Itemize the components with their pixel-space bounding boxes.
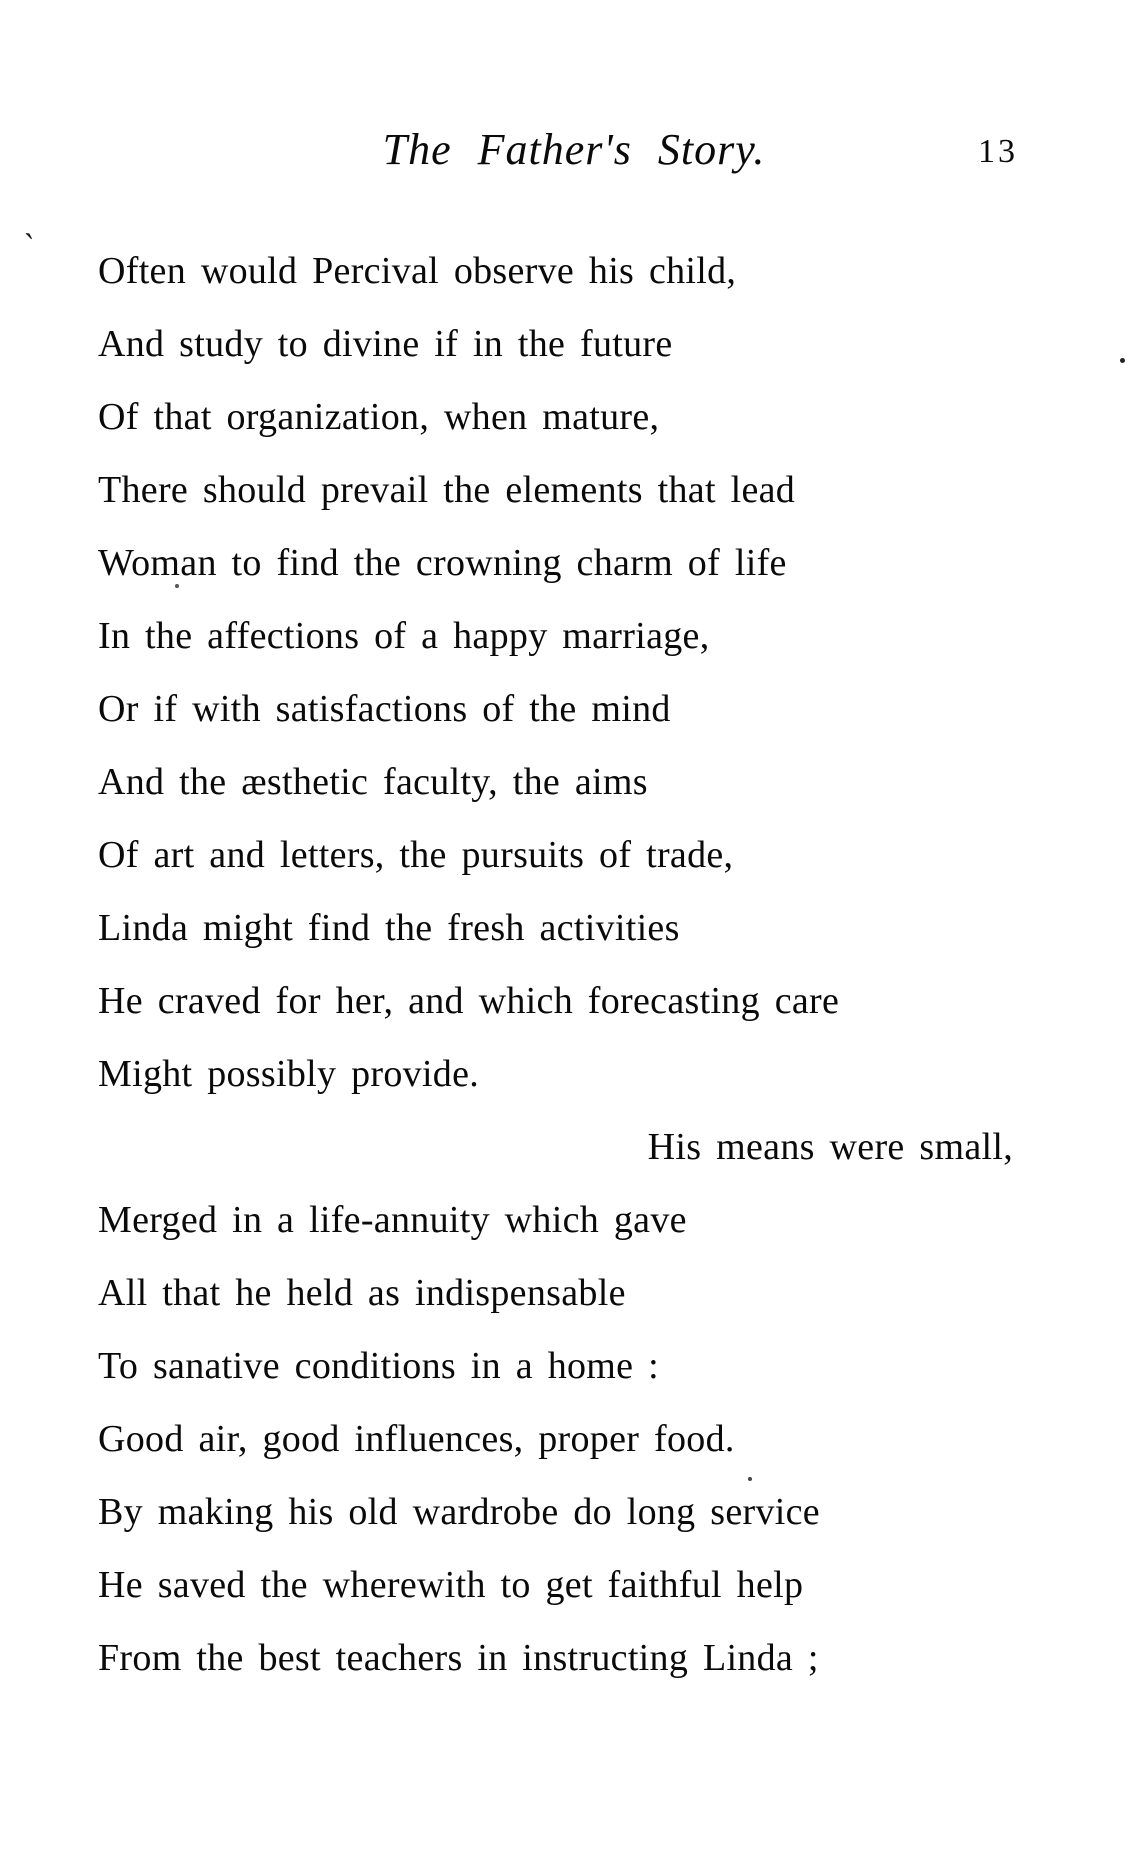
scan-speck <box>175 584 179 588</box>
poem-line: Might possibly provide. <box>98 1053 480 1095</box>
poem-line: Of art and letters, the pursuits of trade, <box>98 834 734 876</box>
poem-text-block <box>98 235 1013 1695</box>
running-header-title: The Father's Story. <box>382 125 766 174</box>
poem-line: Good air, good influences, proper food. <box>98 1418 735 1460</box>
poem-line: His means were small, <box>647 1126 1013 1168</box>
poem-line: Merged in a life-annuity which gave <box>98 1199 687 1241</box>
poem-line: In the affections of a happy marriage, <box>98 615 710 657</box>
poem-line: He saved the wherewith to get faithful help <box>98 1564 804 1606</box>
page-number: 13 <box>978 133 1018 170</box>
poem-line: From the best teachers in instructing Linda ; <box>98 1637 819 1679</box>
poem-line: To sanative conditions in a home : <box>98 1345 659 1387</box>
poem-line: By making his old wardrobe do long service <box>98 1491 820 1533</box>
poem-line: There should prevail the elements that lead <box>98 469 796 511</box>
poem-line: And study to divine if in the future <box>98 323 673 365</box>
poem-line: Or if with satisfactions of the mind <box>98 688 671 730</box>
poem-line: All that he held as indispensable <box>98 1272 626 1314</box>
poem-line: Often would Percival observe his child, <box>98 250 737 292</box>
scan-speck <box>748 1477 752 1481</box>
poem-line: Of that organization, when mature, <box>98 396 660 438</box>
poem-line: Linda might find the fresh activities <box>98 907 680 949</box>
poem-line: And the æsthetic faculty, the aims <box>98 761 648 803</box>
scan-speck <box>1120 358 1125 363</box>
poem-line: Woman to find the crowning charm of life <box>98 542 787 584</box>
stray-ink-mark: ˋ <box>19 227 36 266</box>
poem-line: He craved for her, and which forecasting care <box>98 980 840 1022</box>
